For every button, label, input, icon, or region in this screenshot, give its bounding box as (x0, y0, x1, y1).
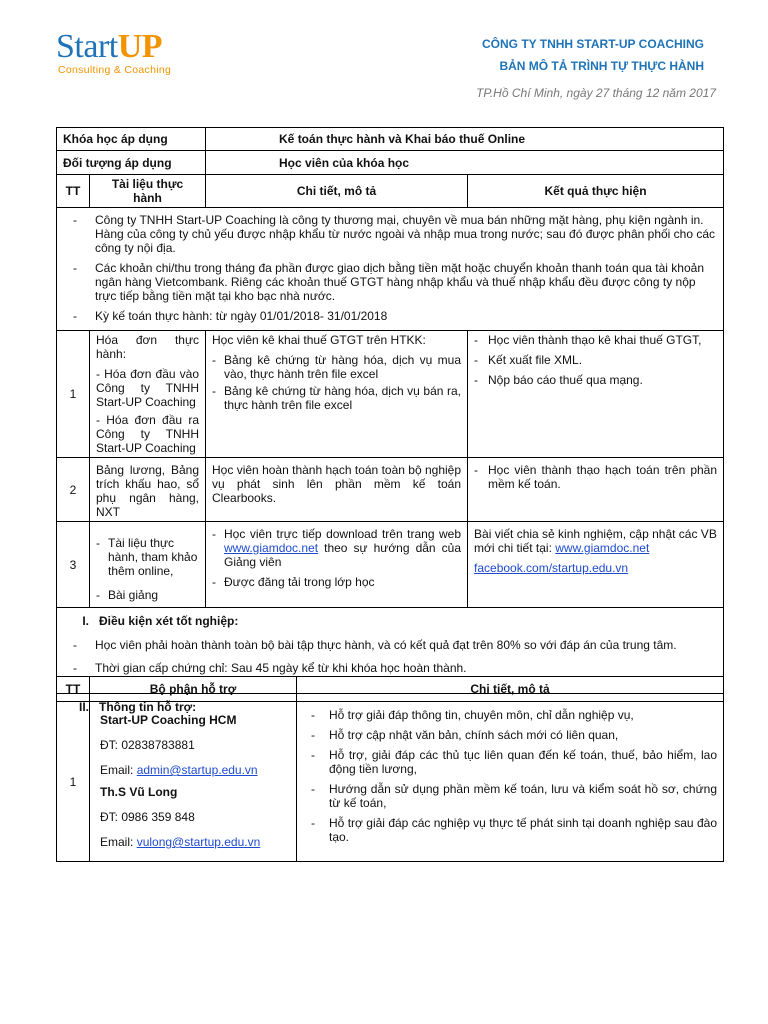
section-number: I. (82, 614, 89, 628)
general-info (57, 208, 724, 331)
general-info-row (57, 208, 724, 331)
row-1-detail (206, 331, 468, 458)
column-header-row (57, 175, 724, 208)
support-header-row (57, 677, 724, 702)
org-name: Start-UP Coaching HCM (100, 713, 237, 727)
practice-row-2 (57, 458, 724, 522)
col-tt: TT (57, 677, 90, 702)
col-result: Kết quả thực hiện (468, 175, 724, 208)
facebook-link[interactable]: facebook.com/startup.edu.vn (474, 561, 629, 575)
row-number: 1 (57, 331, 90, 458)
person-phone: ĐT: 0986 359 848 (100, 810, 195, 824)
support-item: - Hướng dẫn sử dụng phần mềm kế toán, lưu và kiểm soát hồ sơ, chứng từ kế toán, (303, 782, 717, 810)
result-item: - Kết xuất file XML. (474, 353, 717, 367)
support-item: - Hỗ trợ giải đáp thông tin, chuyên môn, chỉ dẫn nghiệp vụ, (303, 708, 717, 722)
row-2-result (468, 458, 724, 522)
row-3-result (468, 522, 724, 608)
support-contacts (90, 702, 297, 862)
support-details (297, 702, 724, 862)
support-item: - Hỗ trợ, giải đáp các thủ tục liên quan đến kế toán, thuế, bảo hiểm, lao động tiền lương, (303, 748, 717, 776)
practice-row-3 (57, 522, 724, 608)
logo-start-text: Start (56, 28, 118, 65)
result-item: - Học viên thành thạo kê khai thuế GTGT, (474, 333, 717, 347)
audience-value: Học viên của khóa học (206, 151, 724, 175)
practice-table (56, 127, 724, 721)
course-row (57, 128, 724, 151)
doc-item: - Hóa đơn đầu ra Công ty TNHH Start-UP Coaching (96, 413, 200, 455)
practice-row-1 (57, 331, 724, 458)
logo-up-text: UP (117, 28, 163, 65)
support-item: - Hỗ trợ giải đáp các nghiệp vụ thực tế phát sinh tại doanh nghiệp sau đào tạo. (303, 816, 717, 844)
condition-item: - Học viên phải hoàn thành toàn bộ bài tập thực hành, và có kết quả đạt trên 80% so với đáp án của trung tâm. (63, 638, 717, 652)
giamdoc-link[interactable]: www.giamdoc.net (224, 541, 319, 555)
support-row-1 (57, 702, 724, 862)
person-name: Th.S Vũ Long (100, 785, 178, 799)
col-dept: Bộ phận hỗ trợ (90, 677, 297, 702)
section-title: Thông tin hỗ trợ: (99, 700, 197, 715)
result-item: - Nộp báo cáo thuế qua mạng. (474, 373, 717, 387)
email-label: Email: (100, 763, 137, 777)
result-item: - Học viên thành thạo hạch toán trên phần mềm kế toán. (474, 463, 717, 491)
course-label: Khóa học áp dụng (57, 128, 206, 151)
general-item: - Công ty TNHH Start-UP Coaching là công ty thương mại, chuyên về mua bán những mặt hàng, phụ kiện ngành in. Hàng của công ty chủ yếu được nhập khẩu từ nước ngoài và nhập mua trong nước; sau đó được phân phối cho các công ty nội địa. (63, 213, 717, 255)
col-detail: Chi tiết, mô tả (206, 175, 468, 208)
row-2-documents: Bảng lương, Bảng trích khấu hao, sổ phụ ngân hàng, NXT (90, 458, 206, 522)
support-table (56, 676, 724, 862)
detail-item: - Bảng kê chứng từ hàng hóa, dịch vụ bán ra, thực hành trên file excel (212, 384, 461, 412)
row-3-documents (90, 522, 206, 608)
row-number: 3 (57, 522, 90, 608)
general-item: - Các khoản chi/thu trong tháng đa phần được giao dịch bằng tiền mặt hoặc chuyển khoản thanh toán qua tài khoản ngân hàng Vietcombank. Riêng các khoản thuế GTGT hàng nhập khẩu và thuế nhập khẩu đều được công ty nộp trực tiếp bằng tiền mặt tại kho bạc nhà nước. (63, 261, 717, 303)
section-number: II. (78, 700, 89, 715)
detail-item: - Được đăng tải trong lớp học (212, 575, 461, 589)
detail-item: - Bảng kê chứng từ hàng hóa, dịch vụ mua vào, thực hành trên file excel (212, 353, 461, 381)
general-item: - Kỳ kế toán thực hành: từ ngày 01/01/2018- 31/01/2018 (63, 309, 717, 323)
row-2-detail: Học viên hoàn thành hạch toán toàn bộ nghiệp vụ phát sinh lên phần mềm kế toán Clearbooks. (206, 458, 468, 522)
giamdoc-link[interactable]: www.giamdoc.net (555, 541, 650, 555)
company-logo (56, 30, 196, 76)
detail-title: Học viên kê khai thuế GTGT trên HTKK: (212, 333, 426, 347)
section-title: Điều kiện xét tốt nghiệp: (99, 614, 239, 628)
row-1-result (468, 331, 724, 458)
result-text: Bài viết chia sẻ kinh nghiệm, cập nhật các VB mới chi tiết tại: (474, 527, 717, 555)
detail-text: theo sự hướng dẫn của Giảng viên (224, 541, 462, 569)
audience-label: Đối tượng áp dụng (57, 151, 206, 175)
logo-tagline: Consulting & Coaching (58, 64, 172, 76)
audience-row (57, 151, 724, 175)
col-doc: Tài liệu thực hành (90, 175, 206, 208)
company-name: CÔNG TY TNHH START-UP COACHING (481, 37, 704, 51)
row-1-documents (90, 331, 206, 458)
email-label: Email: (100, 835, 137, 849)
document-date: TP.Hồ Chí Minh, ngày 27 tháng 12 năm 2017 (476, 86, 716, 100)
detail-text: Học viên trực tiếp download trên trang web (224, 527, 462, 541)
course-value: Kế toán thực hành và Khai báo thuế Online (206, 128, 724, 151)
doc-item: - Tài liệu thực hành, tham khảo thêm online, (96, 536, 199, 578)
col-tt: TT (57, 175, 90, 208)
document-title: BẢN MÔ TẢ TRÌNH TỰ THỰC HÀNH (499, 59, 704, 73)
org-phone: ĐT: 02838783881 (100, 738, 195, 752)
doc-title: Hóa đơn thực hành: (96, 333, 200, 361)
col-detail: Chi tiết, mô tả (297, 677, 724, 702)
admin-email-link[interactable]: admin@startup.edu.vn (136, 763, 258, 777)
doc-item: - Hóa đơn đầu vào Công ty TNHH Start-UP Coaching (96, 367, 200, 409)
condition-item: - Thời gian cấp chứng chỉ: Sau 45 ngày kể từ khi khóa học hoàn thành. (63, 661, 717, 675)
row-3-detail (206, 522, 468, 608)
vulong-email-link[interactable]: vulong@startup.edu.vn (136, 835, 261, 849)
row-number: 1 (57, 702, 90, 862)
support-item: - Hỗ trợ cập nhật văn bản, chính sách mới có liên quan, (303, 728, 717, 742)
row-number: 2 (57, 458, 90, 522)
doc-item: - Bài giảng (96, 588, 199, 602)
detail-item (212, 527, 461, 569)
